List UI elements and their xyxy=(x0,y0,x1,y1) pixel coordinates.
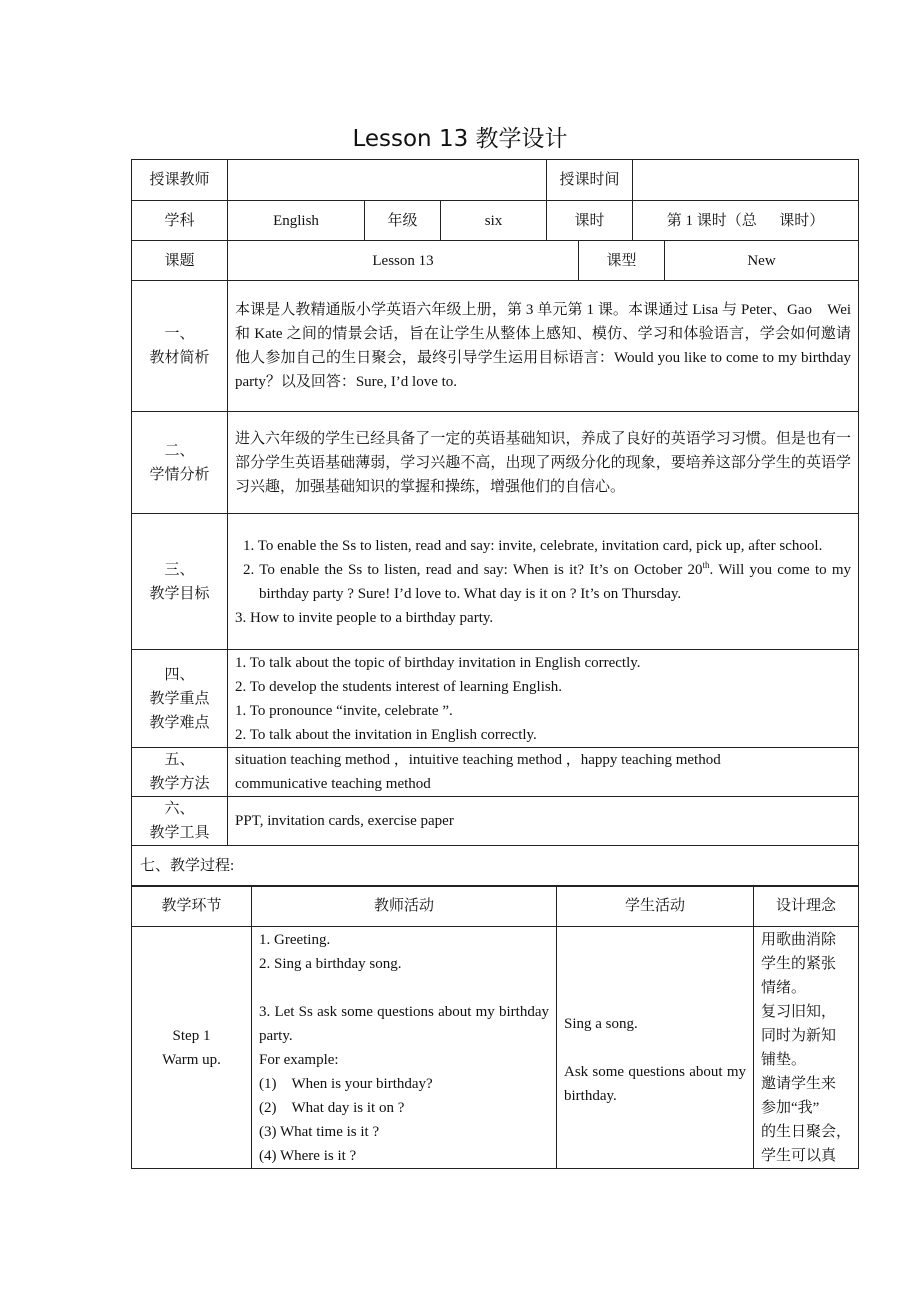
students-title: 学情分析 xyxy=(149,466,210,483)
student-line-blank xyxy=(564,988,746,1012)
topic-row xyxy=(132,241,859,281)
tools-label xyxy=(132,797,228,846)
grade-value: six xyxy=(441,201,547,241)
keypoints-label xyxy=(132,650,228,748)
process-heading-row xyxy=(132,846,859,887)
process-heading: 七、教学过程: xyxy=(132,846,859,887)
step-cell xyxy=(132,927,252,1169)
keypoint-item: 1. To talk about the topic of birthday invitation in English correctly. xyxy=(235,654,641,671)
tools-title: 教学工具 xyxy=(149,825,210,841)
design-cell xyxy=(754,927,859,1169)
header-teacher: 教师活动 xyxy=(252,886,557,927)
design-line: 学生的紧张 xyxy=(761,956,837,973)
keypoints-number: 四、 xyxy=(164,666,195,683)
step-title: Warm up. xyxy=(162,1052,221,1069)
analysis-text: 本课是人教精通版小学英语六年级上册，第 3 单元第 1 课。本课通过 Lisa 与 Peter、Gao Wei 和 Kate 之间的情景会话，旨在让学生从整体上感知、模仿、学习和体验语言，学会如何邀请他人参加自己的生日聚会，最终引导学生运用目标语言：Would you like to come to my birthday party？以及回答：Sure, I’d love to. xyxy=(228,281,859,412)
methods-title: 教学方法 xyxy=(149,776,210,792)
design-line: 同时为新知 xyxy=(761,1028,837,1045)
subject-label: 学科 xyxy=(132,201,228,241)
design-line: 情绪。 xyxy=(761,980,807,997)
keypoint-item: 1. To pronounce “invite, celebrate ”. xyxy=(235,702,453,719)
teacher-line: (4) Where is it ? xyxy=(259,1148,357,1165)
tools-text: PPT, invitation cards, exercise paper xyxy=(228,797,859,846)
time-label: 授课时间 xyxy=(547,160,633,201)
design-line: 邀请学生来 xyxy=(761,1076,837,1093)
teacher-label: 授课教师 xyxy=(132,160,228,201)
time-value xyxy=(633,160,859,201)
teacher-line: (1) When is your birthday? xyxy=(259,1076,433,1093)
teacher-line: 3. Let Ss ask some questions about my birthday party. xyxy=(259,1004,549,1045)
methods-label xyxy=(132,748,228,797)
objectives-title: 教学目标 xyxy=(149,585,210,602)
objective-3: 3. How to invite people to a birthday party. xyxy=(235,609,494,626)
objectives-number: 三、 xyxy=(164,561,195,578)
analysis-row xyxy=(132,281,859,412)
objectives-label xyxy=(132,514,228,650)
objective-2-part-a: 2. To enable the Ss to listen, read and say: When is it? It’s on October 20 xyxy=(243,561,703,578)
type-value: New xyxy=(665,241,859,281)
teacher-line: (2) What day is it on ? xyxy=(259,1100,405,1117)
type-label: 课型 xyxy=(579,241,665,281)
objective-2-sup: th xyxy=(702,559,710,570)
objectives-text xyxy=(228,514,859,650)
keypoint-item: 2. To develop the students interest of learning English. xyxy=(235,678,562,695)
methods-line-2: communicative teaching method xyxy=(235,776,431,792)
methods-row xyxy=(132,748,859,797)
header-design: 设计理念 xyxy=(754,886,859,927)
header-step: 教学环节 xyxy=(132,886,252,927)
analysis-title: 教材简析 xyxy=(149,350,210,366)
analysis-label xyxy=(132,281,228,412)
teacher-line: 2. Sing a birthday song. xyxy=(259,956,402,972)
teacher-line: (3) What time is it ? xyxy=(259,1124,380,1141)
tools-number: 六、 xyxy=(164,801,195,817)
grade-label: 年级 xyxy=(365,201,441,241)
objective-1: 1. To enable the Ss to listen, read and say: invite, celebrate, invitation card, pick up, after school. xyxy=(243,537,823,554)
methods-text xyxy=(228,748,859,797)
teacher-line-blank xyxy=(259,976,549,1000)
student-activity-cell xyxy=(557,927,754,1169)
analysis-number: 一、 xyxy=(164,326,195,342)
methods-line-1: situation teaching method ，intuitive teaching method ，happy teaching method xyxy=(235,752,721,768)
objective-2-part-b: . Will you come to my birthday party ? Sure! I’d love to. What day is it on ? It’s on Thursday. xyxy=(259,561,852,602)
student-line: Sing a song. xyxy=(564,1016,638,1033)
keypoints-text xyxy=(228,650,859,748)
objective-2 xyxy=(235,558,851,606)
keypoints-title-2: 教学难点 xyxy=(149,714,210,731)
process-table xyxy=(131,885,859,1169)
students-text: 进入六年级的学生已经具备了一定的英语基础知识，养成了良好的英语学习习惯。但是也有一部分学生英语基础薄弱，学习兴趣不高，出现了两级分化的现象，要培养这部分学生的英语学习兴趣，加强基础知识的掌握和操练，增强他们的自信心。 xyxy=(228,412,859,514)
teacher-line: For example: xyxy=(259,1052,339,1069)
methods-number: 五、 xyxy=(164,752,195,768)
teacher-activity-cell xyxy=(252,927,557,1169)
teacher-line: 1. Greeting. xyxy=(259,932,331,948)
keypoints-title-1: 教学重点 xyxy=(149,690,210,707)
teacher-value xyxy=(228,160,547,201)
student-line: Ask some questions about my birthday. xyxy=(564,1064,746,1105)
period-value: 第 1 课时（总 课时） xyxy=(633,201,859,241)
design-line: 复习旧知， xyxy=(761,1004,837,1021)
keypoint-item: 2. To talk about the invitation in English correctly. xyxy=(235,726,537,743)
design-line: 参加“我” xyxy=(761,1100,820,1117)
process-header-row xyxy=(132,886,859,927)
subject-value: English xyxy=(228,201,365,241)
tools-row xyxy=(132,797,859,846)
students-label xyxy=(132,412,228,514)
students-row xyxy=(132,412,859,514)
topic-label: 课题 xyxy=(132,241,228,281)
objectives-row xyxy=(132,514,859,650)
design-line: 用歌曲消除 xyxy=(761,932,837,949)
teacher-row xyxy=(132,160,859,201)
step-number: Step 1 xyxy=(172,1028,211,1045)
design-line: 的生日聚会， xyxy=(761,1124,852,1141)
process-step-row xyxy=(132,927,859,1169)
students-number: 二、 xyxy=(164,442,195,459)
header-student: 学生活动 xyxy=(557,886,754,927)
subject-row xyxy=(132,201,859,241)
topic-value: Lesson 13 xyxy=(228,241,579,281)
design-line: 学生可以真 xyxy=(761,1148,837,1165)
lesson-info-table xyxy=(131,159,859,887)
design-line: 铺垫。 xyxy=(761,1052,807,1069)
student-line-blank xyxy=(564,1036,746,1060)
keypoints-row xyxy=(132,650,859,748)
period-label: 课时 xyxy=(547,201,633,241)
page-title: Lesson 13 教学设计 xyxy=(352,126,568,152)
